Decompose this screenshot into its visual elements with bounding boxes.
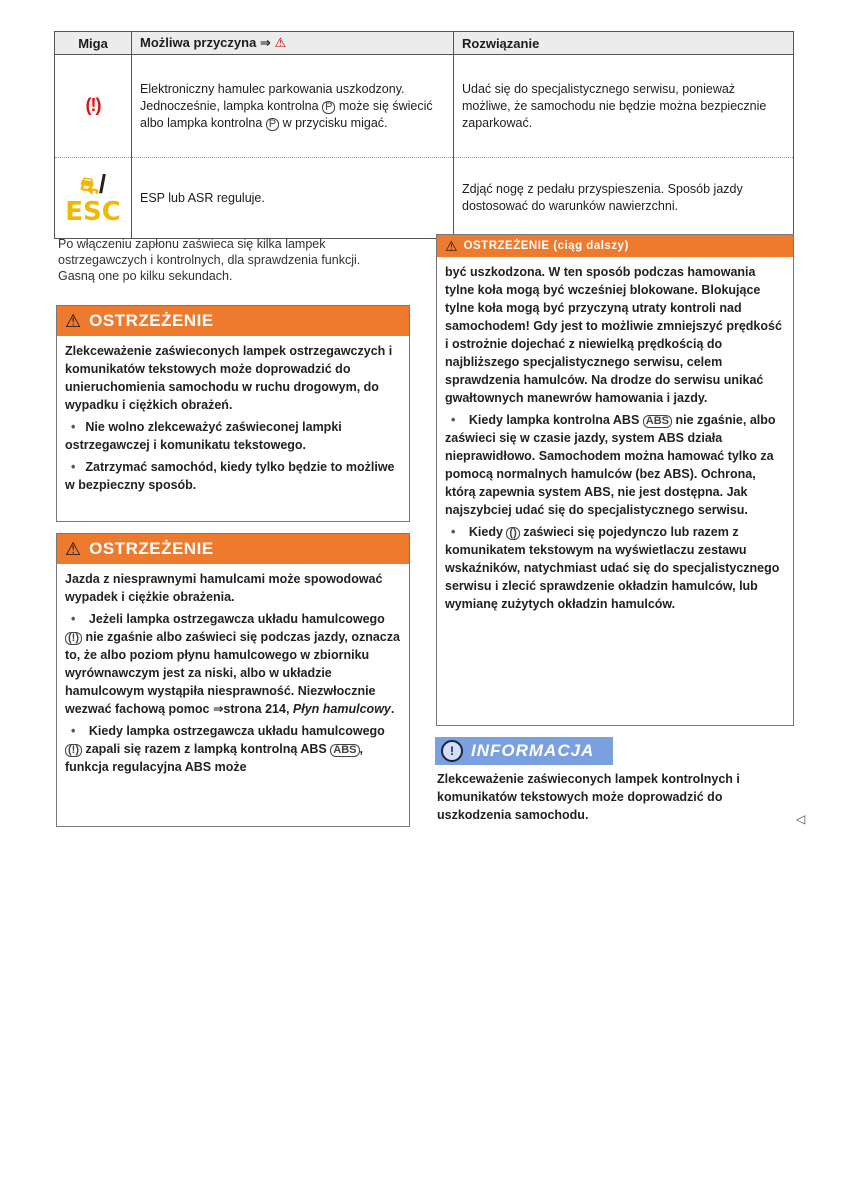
warning-bullet: • Nie wolno zlekceważyć zaświeconej lampki ostrzegawczej i komunikatu tekstowego. (65, 418, 401, 454)
warning-triangle-icon: ⚠ (65, 538, 82, 559)
warning-triangle-icon: ⚠ (445, 237, 458, 254)
table-header-row (55, 32, 794, 55)
warning-bullet: • Zatrzymać samochód, kiedy tylko będzie to możliwe w bezpieczny sposób. (65, 458, 401, 494)
cause-cell: ESP lub ASR reguluje. (132, 158, 454, 239)
end-of-section-icon: ◁ (796, 812, 806, 826)
fault-table (54, 31, 794, 239)
warning-bullet: • Kiedy () zaświeci się pojedynczo lub razem z komunikatem tekstowym na wyświetlaczu zestawu wskaźników, natychmiast udać się do specjalistycznego serwisu i zlecić sprawdzenie okładzin hamulców, lub wymianę zużytych okładzin hamulców. (445, 523, 785, 613)
header-cause: Możliwa przyczyna ⇒ ⚠ (132, 32, 454, 55)
warning-box-2 (56, 533, 410, 827)
parking-brake-button-icon: P (266, 118, 279, 131)
warning-box-continued (436, 234, 794, 726)
table-row (55, 55, 794, 158)
info-text: Zlekceważenie zaświeconych lampek kontrolnych i komunikatów tekstowych może doprowadzić do uszkodzenia samochodu. (437, 772, 740, 822)
warning-text: Zlekceważenie zaświeconych lampek ostrzegawczych i komunikatów tekstowych może doprowadzić do unieruchomienia samochodu w ruchu drogowym, do wypadku i ciężkich obrażeń. (65, 344, 393, 412)
warning-bullet: • Kiedy lampka kontrolna ABS ABS nie zgaśnie, albo zaświeci się w czasie jazdy, system ABS działa nieprawidłowo. Samochodem można hamować tylko za pomocą normalnych hamulców (bez ABS). Ochrona, którą zapewnia system ABS, nie jest dostępna. Jak najszybciej udać się do specjalistycznego serwisu. (445, 411, 785, 519)
warning-bullet: • Kiedy lampka ostrzegawcza układu hamulcowego (!) zapali się razem z lampką kontrolną ABS ABS , funkcja regulacyjna ABS może (65, 722, 401, 776)
info-header: ! INFORMACJA (435, 737, 613, 765)
warning-triangle-icon: ⚠ (65, 310, 82, 331)
warning-box-1 (56, 305, 410, 522)
warning-text: Jazda z niesprawnymi hamulcami może spowodować wypadek i ciężkie obrażenia. (65, 572, 383, 604)
brake-system-icon: (!) (65, 744, 82, 757)
abs-icon: ABS (330, 744, 359, 757)
header-solution: Rozwiązanie (454, 32, 794, 55)
warning-bullet: • Jeżeli lampka ostrzegawcza układu hamulcowego (!) nie zgaśnie albo zaświeci się podczas jazdy, oznacza to, że albo poziom płynu hamulcowego w zbiorniku wyrównawczym jest za niski, albo w układzie hamulcowym wystąpiła niesprawność. Niezwłocznie wezwać fachową pomoc ⇒strona 214, Płyn hamulcowy. (65, 610, 401, 718)
cause-cell: Elektroniczny hamulec parkowania uszkodzony. Jednocześnie, lampka kontrolna P może się świecić albo lampka kontrolna P w przycisku migać. (132, 55, 454, 158)
intro-paragraph: Po włączeniu zapłonu zaświeca się kilka lampek ostrzegawczych i kontrolnych, dla sprawdzenia funkcji. Gasną one po kilku sekundach. (58, 237, 361, 283)
warning-header: ⚠ OSTRZEŻENIE (ciąg dalszy) (437, 235, 793, 257)
info-icon: ! (441, 740, 463, 762)
brake-system-icon: (!) (65, 632, 82, 645)
esp-skid-icon: ⛐ (79, 173, 99, 198)
warning-text: być uszkodzona. W ten sposób podczas hamowania tylne koła mogą być wcześniej blokowane. Blokujące tylne koła mogą być przyczyną utraty kontroli nad samochodem! Gdy jest to możliwie zmniejszyć prędkość i ostrożnie dojechać z niewielką prędkością do najbliższego specjalistycznego serwisu, celem sprawdzenia hamulców. Na drodze do serwisu unikać gwałtownych manewrów hamowania i jazdy. (445, 265, 782, 405)
warning-triangle-icon: ⚠ (274, 35, 287, 50)
warning-header: ⚠ OSTRZEŻENIE (57, 534, 409, 564)
solution-cell: Zdjąć nogę z pedału przyspieszenia. Sposób jazdy dostosować do warunków nawierzchni. (454, 158, 794, 239)
esc-label: ESC (65, 197, 121, 227)
abs-icon: ABS (643, 415, 672, 428)
esp-esc-icon: ⛐/ ESC (55, 158, 132, 239)
warning-header: ⚠ OSTRZEŻENIE (57, 306, 409, 336)
parking-brake-icon: P (322, 101, 335, 114)
brake-warning-icon: (!) (55, 55, 132, 158)
header-blinks: Miga (55, 32, 132, 55)
solution-cell: Udać się do specjalistycznego serwisu, ponieważ możliwe, że samochodu nie będzie można bezpiecznie zaparkować. (454, 55, 794, 158)
brake-pad-icon: () (506, 527, 519, 540)
table-row (55, 158, 794, 239)
